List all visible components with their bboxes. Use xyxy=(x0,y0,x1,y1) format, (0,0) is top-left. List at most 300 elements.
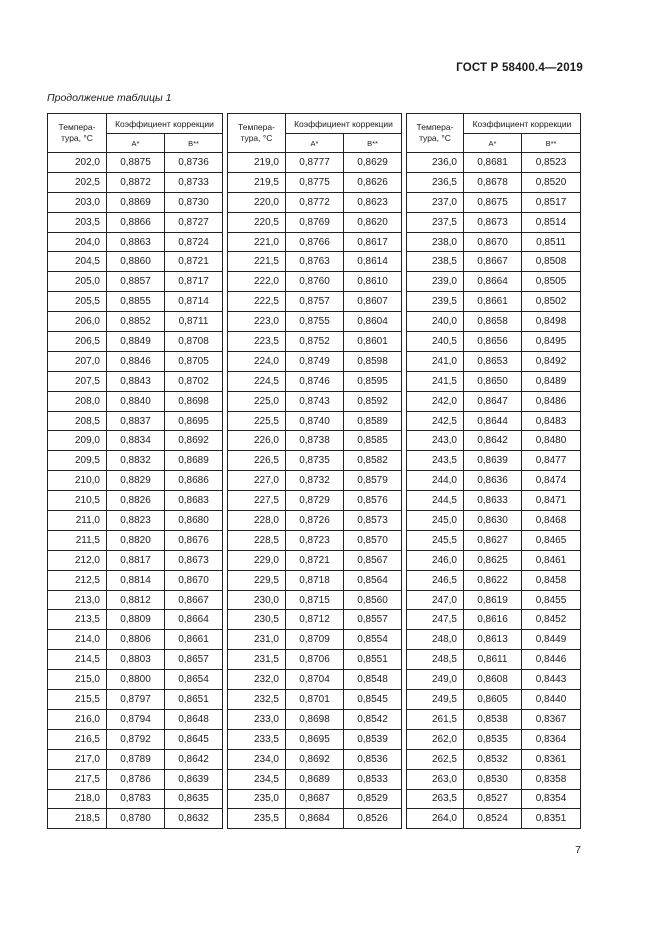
correction-coefficient-header: Коэффициент коррекции xyxy=(286,114,402,134)
coef-b-cell: 0,8449 xyxy=(522,630,581,650)
temperature-cell: 220,5 xyxy=(228,212,286,232)
coef-a-cell: 0,8875 xyxy=(107,153,165,173)
temperature-cell: 212,0 xyxy=(48,550,107,570)
coef-b-cell: 0,8592 xyxy=(344,391,402,411)
coef-b-cell: 0,8680 xyxy=(165,511,223,531)
temperature-cell: 208,5 xyxy=(48,411,107,431)
table-row xyxy=(407,511,581,531)
document-code: ГОСТ Р 58400.4—2019 xyxy=(456,62,583,74)
coef-b-cell: 0,8471 xyxy=(522,491,581,511)
table-row xyxy=(228,391,402,411)
table-row xyxy=(48,670,223,690)
coef-a-cell: 0,8775 xyxy=(286,172,344,192)
coef-b-cell: 0,8542 xyxy=(344,709,402,729)
temperature-cell: 234,0 xyxy=(228,749,286,769)
temperature-cell: 247,5 xyxy=(407,610,464,630)
table-row xyxy=(407,252,581,272)
coef-a-cell: 0,8656 xyxy=(464,332,522,352)
temperature-cell: 248,5 xyxy=(407,650,464,670)
coef-a-cell: 0,8636 xyxy=(464,471,522,491)
temperature-cell: 231,0 xyxy=(228,630,286,650)
temperature-cell: 240,5 xyxy=(407,332,464,352)
temperature-cell: 249,0 xyxy=(407,670,464,690)
coef-a-cell: 0,8800 xyxy=(107,670,165,690)
coef-b-cell: 0,8598 xyxy=(344,351,402,371)
temperature-cell: 217,0 xyxy=(48,749,107,769)
coef-b-cell: 0,8705 xyxy=(165,351,223,371)
table-row xyxy=(228,511,402,531)
coef-b-cell: 0,8589 xyxy=(344,411,402,431)
table-row xyxy=(228,769,402,789)
coef-a-cell: 0,8746 xyxy=(286,371,344,391)
temperature-cell: 205,5 xyxy=(48,292,107,312)
temperature-cell: 216,5 xyxy=(48,729,107,749)
table-row xyxy=(407,789,581,809)
coef-b-cell: 0,8498 xyxy=(522,312,581,332)
coef-b-cell: 0,8354 xyxy=(522,789,581,809)
coef-a-cell: 0,8625 xyxy=(464,550,522,570)
temperature-cell: 211,5 xyxy=(48,530,107,550)
coef-a-cell: 0,8814 xyxy=(107,570,165,590)
temperature-cell: 207,0 xyxy=(48,351,107,371)
coef-a-cell: 0,8689 xyxy=(286,769,344,789)
table-row xyxy=(407,530,581,550)
temperature-cell: 249,5 xyxy=(407,690,464,710)
temperature-cell: 222,0 xyxy=(228,272,286,292)
table-row xyxy=(48,570,223,590)
temperature-cell: 230,0 xyxy=(228,590,286,610)
coef-a-cell: 0,8622 xyxy=(464,570,522,590)
coef-b-cell: 0,8483 xyxy=(522,411,581,431)
coef-b-cell: 0,8717 xyxy=(165,272,223,292)
coef-a-cell: 0,8532 xyxy=(464,749,522,769)
table-row xyxy=(228,192,402,212)
coef-b-cell: 0,8551 xyxy=(344,650,402,670)
coef-b-cell: 0,8604 xyxy=(344,312,402,332)
temperature-cell: 233,5 xyxy=(228,729,286,749)
coef-b-cell: 0,8567 xyxy=(344,550,402,570)
table-row xyxy=(48,232,223,252)
coef-a-cell: 0,8695 xyxy=(286,729,344,749)
temperature-cell: 228,5 xyxy=(228,530,286,550)
table-row xyxy=(228,351,402,371)
coef-a-cell: 0,8869 xyxy=(107,192,165,212)
coef-a-cell: 0,8715 xyxy=(286,590,344,610)
temperature-cell: 225,0 xyxy=(228,391,286,411)
table-row xyxy=(407,729,581,749)
table-row xyxy=(228,610,402,630)
table-row xyxy=(48,709,223,729)
table-row xyxy=(48,252,223,272)
coef-b-cell: 0,8698 xyxy=(165,391,223,411)
coef-b-cell: 0,8736 xyxy=(165,153,223,173)
table-row xyxy=(228,272,402,292)
coef-a-cell: 0,8619 xyxy=(464,590,522,610)
temperature-cell: 233,0 xyxy=(228,709,286,729)
coef-a-cell: 0,8837 xyxy=(107,411,165,431)
coef-a-cell: 0,8524 xyxy=(464,809,522,829)
temperature-cell: 205,0 xyxy=(48,272,107,292)
coef-b-cell: 0,8607 xyxy=(344,292,402,312)
coef-b-cell: 0,8523 xyxy=(522,153,581,173)
coef-a-cell: 0,8826 xyxy=(107,491,165,511)
temperature-cell: 206,5 xyxy=(48,332,107,352)
temperature-cell: 247,0 xyxy=(407,590,464,610)
table-row xyxy=(48,451,223,471)
table-row xyxy=(407,212,581,232)
temperature-cell: 214,0 xyxy=(48,630,107,650)
coef-b-cell: 0,8721 xyxy=(165,252,223,272)
coef-b-cell: 0,8443 xyxy=(522,670,581,690)
temperature-cell: 248,0 xyxy=(407,630,464,650)
temperature-cell: 240,0 xyxy=(407,312,464,332)
table-row xyxy=(48,411,223,431)
table-row xyxy=(228,530,402,550)
coef-a-cell: 0,8849 xyxy=(107,332,165,352)
table-row xyxy=(407,650,581,670)
coef-a-cell: 0,8732 xyxy=(286,471,344,491)
table-row xyxy=(407,192,581,212)
coef-a-cell: 0,8684 xyxy=(286,809,344,829)
coef-a-cell: 0,8630 xyxy=(464,511,522,531)
coef-b-header: B** xyxy=(522,134,581,153)
coef-b-cell: 0,8455 xyxy=(522,590,581,610)
coef-a-cell: 0,8823 xyxy=(107,511,165,531)
temperature-cell: 263,0 xyxy=(407,769,464,789)
coef-a-cell: 0,8812 xyxy=(107,590,165,610)
table-row xyxy=(228,212,402,232)
temperature-cell: 245,5 xyxy=(407,530,464,550)
coef-b-cell: 0,8358 xyxy=(522,769,581,789)
coef-b-cell: 0,8632 xyxy=(165,809,223,829)
table-row xyxy=(407,451,581,471)
table-row xyxy=(228,371,402,391)
coef-a-cell: 0,8664 xyxy=(464,272,522,292)
temperature-cell: 243,5 xyxy=(407,451,464,471)
coef-b-cell: 0,8486 xyxy=(522,391,581,411)
coef-b-cell: 0,8474 xyxy=(522,471,581,491)
table-row xyxy=(228,809,402,829)
coef-a-cell: 0,8738 xyxy=(286,431,344,451)
coef-a-cell: 0,8675 xyxy=(464,192,522,212)
table-row xyxy=(48,690,223,710)
table-row xyxy=(48,431,223,451)
coef-a-header: A* xyxy=(464,134,522,153)
coef-a-cell: 0,8698 xyxy=(286,709,344,729)
coef-b-cell: 0,8564 xyxy=(344,570,402,590)
table-row xyxy=(407,630,581,650)
table-row xyxy=(48,809,223,829)
table-row xyxy=(48,332,223,352)
coef-a-cell: 0,8755 xyxy=(286,312,344,332)
coef-a-cell: 0,8863 xyxy=(107,232,165,252)
temperature-cell: 245,0 xyxy=(407,511,464,531)
table-row xyxy=(228,749,402,769)
coef-b-cell: 0,8711 xyxy=(165,312,223,332)
table-block-1 xyxy=(47,113,223,829)
coef-a-cell: 0,8783 xyxy=(107,789,165,809)
coef-a-cell: 0,8709 xyxy=(286,630,344,650)
table-row xyxy=(228,789,402,809)
coef-a-cell: 0,8678 xyxy=(464,172,522,192)
table-block-2 xyxy=(227,113,402,829)
coef-b-cell: 0,8626 xyxy=(344,172,402,192)
coef-b-cell: 0,8595 xyxy=(344,371,402,391)
table-row xyxy=(48,391,223,411)
table-row xyxy=(407,550,581,570)
table-row xyxy=(407,690,581,710)
temperature-cell: 246,5 xyxy=(407,570,464,590)
coef-a-cell: 0,8829 xyxy=(107,471,165,491)
table-row xyxy=(407,411,581,431)
table-row xyxy=(407,371,581,391)
temperature-header: Темпера- тура, °С xyxy=(48,114,107,153)
coef-b-cell: 0,8536 xyxy=(344,749,402,769)
table-row xyxy=(407,391,581,411)
coef-b-cell: 0,8635 xyxy=(165,789,223,809)
coef-a-cell: 0,8872 xyxy=(107,172,165,192)
temperature-cell: 219,5 xyxy=(228,172,286,192)
coef-b-cell: 0,8570 xyxy=(344,530,402,550)
coef-a-cell: 0,8721 xyxy=(286,550,344,570)
coef-a-cell: 0,8766 xyxy=(286,232,344,252)
coef-b-cell: 0,8573 xyxy=(344,511,402,531)
temperature-cell: 202,5 xyxy=(48,172,107,192)
coef-a-cell: 0,8692 xyxy=(286,749,344,769)
temperature-cell: 228,0 xyxy=(228,511,286,531)
coef-a-cell: 0,8650 xyxy=(464,371,522,391)
table-row xyxy=(407,172,581,192)
temperature-cell: 203,5 xyxy=(48,212,107,232)
table-row xyxy=(48,471,223,491)
temperature-cell: 232,5 xyxy=(228,690,286,710)
coef-a-cell: 0,8840 xyxy=(107,391,165,411)
temperature-cell: 212,5 xyxy=(48,570,107,590)
coef-a-cell: 0,8726 xyxy=(286,511,344,531)
table-row xyxy=(407,749,581,769)
coef-a-cell: 0,8670 xyxy=(464,232,522,252)
temperature-cell: 229,0 xyxy=(228,550,286,570)
coef-b-cell: 0,8617 xyxy=(344,232,402,252)
correction-coefficient-header: Коэффициент коррекции xyxy=(464,114,581,134)
coef-a-cell: 0,8789 xyxy=(107,749,165,769)
table-row xyxy=(228,431,402,451)
coef-b-cell: 0,8529 xyxy=(344,789,402,809)
coef-a-cell: 0,8611 xyxy=(464,650,522,670)
temperature-cell: 219,0 xyxy=(228,153,286,173)
temperature-cell: 206,0 xyxy=(48,312,107,332)
coef-b-cell: 0,8520 xyxy=(522,172,581,192)
temperature-cell: 209,0 xyxy=(48,431,107,451)
coef-a-cell: 0,8729 xyxy=(286,491,344,511)
temperature-cell: 231,5 xyxy=(228,650,286,670)
temperature-cell: 209,5 xyxy=(48,451,107,471)
coef-b-cell: 0,8514 xyxy=(522,212,581,232)
table-row xyxy=(407,809,581,829)
coef-a-cell: 0,8644 xyxy=(464,411,522,431)
temperature-cell: 263,5 xyxy=(407,789,464,809)
temperature-cell: 229,5 xyxy=(228,570,286,590)
table-row xyxy=(407,292,581,312)
coef-b-cell: 0,8639 xyxy=(165,769,223,789)
temperature-cell: 225,5 xyxy=(228,411,286,431)
correction-tables xyxy=(47,113,581,829)
table-row xyxy=(228,630,402,650)
coef-a-cell: 0,8866 xyxy=(107,212,165,232)
temperature-cell: 223,5 xyxy=(228,332,286,352)
coef-b-cell: 0,8548 xyxy=(344,670,402,690)
table-row xyxy=(48,272,223,292)
coef-b-cell: 0,8664 xyxy=(165,610,223,630)
table-row xyxy=(407,351,581,371)
table-row xyxy=(228,411,402,431)
coef-a-cell: 0,8740 xyxy=(286,411,344,431)
temperature-cell: 215,5 xyxy=(48,690,107,710)
coef-b-cell: 0,8480 xyxy=(522,431,581,451)
temperature-cell: 244,5 xyxy=(407,491,464,511)
coef-b-cell: 0,8557 xyxy=(344,610,402,630)
coef-b-header: B** xyxy=(344,134,402,153)
temperature-cell: 204,5 xyxy=(48,252,107,272)
coef-b-cell: 0,8689 xyxy=(165,451,223,471)
coef-a-header: A* xyxy=(286,134,344,153)
coef-a-cell: 0,8642 xyxy=(464,431,522,451)
table-row xyxy=(48,630,223,650)
table-row xyxy=(228,690,402,710)
coef-a-cell: 0,8627 xyxy=(464,530,522,550)
temperature-cell: 232,0 xyxy=(228,670,286,690)
coef-b-cell: 0,8730 xyxy=(165,192,223,212)
table-row xyxy=(48,729,223,749)
temperature-cell: 242,5 xyxy=(407,411,464,431)
coef-a-cell: 0,8752 xyxy=(286,332,344,352)
table-row xyxy=(48,511,223,531)
temperature-cell: 235,5 xyxy=(228,809,286,829)
coef-b-cell: 0,8724 xyxy=(165,232,223,252)
coef-a-cell: 0,8846 xyxy=(107,351,165,371)
temperature-cell: 235,0 xyxy=(228,789,286,809)
temperature-cell: 234,5 xyxy=(228,769,286,789)
coef-b-cell: 0,8601 xyxy=(344,332,402,352)
coef-b-cell: 0,8695 xyxy=(165,411,223,431)
coef-a-cell: 0,8647 xyxy=(464,391,522,411)
table-row xyxy=(48,789,223,809)
coef-b-cell: 0,8452 xyxy=(522,610,581,630)
table-row xyxy=(48,610,223,630)
coef-b-cell: 0,8645 xyxy=(165,729,223,749)
table-row xyxy=(48,212,223,232)
temperature-cell: 226,5 xyxy=(228,451,286,471)
temperature-cell: 246,0 xyxy=(407,550,464,570)
coef-b-cell: 0,8673 xyxy=(165,550,223,570)
table-row xyxy=(407,670,581,690)
coef-a-cell: 0,8832 xyxy=(107,451,165,471)
temperature-cell: 202,0 xyxy=(48,153,107,173)
table-row xyxy=(48,769,223,789)
coef-a-cell: 0,8763 xyxy=(286,252,344,272)
temperature-cell: 204,0 xyxy=(48,232,107,252)
temperature-cell: 236,0 xyxy=(407,153,464,173)
temperature-cell: 224,5 xyxy=(228,371,286,391)
temperature-cell: 203,0 xyxy=(48,192,107,212)
coef-b-cell: 0,8361 xyxy=(522,749,581,769)
temperature-cell: 236,5 xyxy=(407,172,464,192)
table-row xyxy=(407,491,581,511)
temperature-cell: 262,5 xyxy=(407,749,464,769)
page-number: 7 xyxy=(575,844,581,856)
coef-a-cell: 0,8723 xyxy=(286,530,344,550)
table-row xyxy=(228,670,402,690)
coef-a-cell: 0,8538 xyxy=(464,709,522,729)
temperature-cell: 218,0 xyxy=(48,789,107,809)
coef-b-cell: 0,8651 xyxy=(165,690,223,710)
coef-a-cell: 0,8772 xyxy=(286,192,344,212)
coef-a-cell: 0,8535 xyxy=(464,729,522,749)
temperature-cell: 230,5 xyxy=(228,610,286,630)
coef-b-cell: 0,8623 xyxy=(344,192,402,212)
table-row xyxy=(407,570,581,590)
coef-a-header: A* xyxy=(107,134,165,153)
coef-b-cell: 0,8670 xyxy=(165,570,223,590)
temperature-cell: 214,5 xyxy=(48,650,107,670)
coef-b-cell: 0,8582 xyxy=(344,451,402,471)
coef-b-cell: 0,8714 xyxy=(165,292,223,312)
correction-coefficient-header: Коэффициент коррекции xyxy=(107,114,223,134)
temperature-cell: 216,0 xyxy=(48,709,107,729)
coef-b-cell: 0,8683 xyxy=(165,491,223,511)
coef-a-cell: 0,8527 xyxy=(464,789,522,809)
coef-a-cell: 0,8780 xyxy=(107,809,165,829)
coef-b-cell: 0,8440 xyxy=(522,690,581,710)
temperature-header: Темпера- тура, °С xyxy=(407,114,464,153)
coef-a-cell: 0,8667 xyxy=(464,252,522,272)
coef-a-cell: 0,8794 xyxy=(107,709,165,729)
temperature-cell: 221,0 xyxy=(228,232,286,252)
coef-b-cell: 0,8495 xyxy=(522,332,581,352)
coef-b-cell: 0,8702 xyxy=(165,371,223,391)
temperature-cell: 220,0 xyxy=(228,192,286,212)
coef-b-cell: 0,8657 xyxy=(165,650,223,670)
coef-a-cell: 0,8760 xyxy=(286,272,344,292)
coef-b-cell: 0,8508 xyxy=(522,252,581,272)
table-row xyxy=(228,709,402,729)
coef-a-cell: 0,8616 xyxy=(464,610,522,630)
coef-b-cell: 0,8533 xyxy=(344,769,402,789)
temperature-cell: 227,5 xyxy=(228,491,286,511)
temperature-cell: 211,0 xyxy=(48,511,107,531)
table-caption: Продолжение таблицы 1 xyxy=(47,92,172,104)
table-row xyxy=(228,550,402,570)
coef-a-cell: 0,8777 xyxy=(286,153,344,173)
temperature-cell: 242,0 xyxy=(407,391,464,411)
coef-a-cell: 0,8687 xyxy=(286,789,344,809)
table-row xyxy=(48,292,223,312)
coef-b-cell: 0,8579 xyxy=(344,471,402,491)
temperature-cell: 238,5 xyxy=(407,252,464,272)
temperature-cell: 237,0 xyxy=(407,192,464,212)
coef-a-cell: 0,8712 xyxy=(286,610,344,630)
table-row xyxy=(228,570,402,590)
coef-b-cell: 0,8461 xyxy=(522,550,581,570)
temperature-cell: 208,0 xyxy=(48,391,107,411)
coef-b-cell: 0,8708 xyxy=(165,332,223,352)
table-row xyxy=(48,172,223,192)
coef-b-cell: 0,8526 xyxy=(344,809,402,829)
table-row xyxy=(407,709,581,729)
temperature-cell: 243,0 xyxy=(407,431,464,451)
temperature-cell: 221,5 xyxy=(228,252,286,272)
coef-b-cell: 0,8511 xyxy=(522,232,581,252)
